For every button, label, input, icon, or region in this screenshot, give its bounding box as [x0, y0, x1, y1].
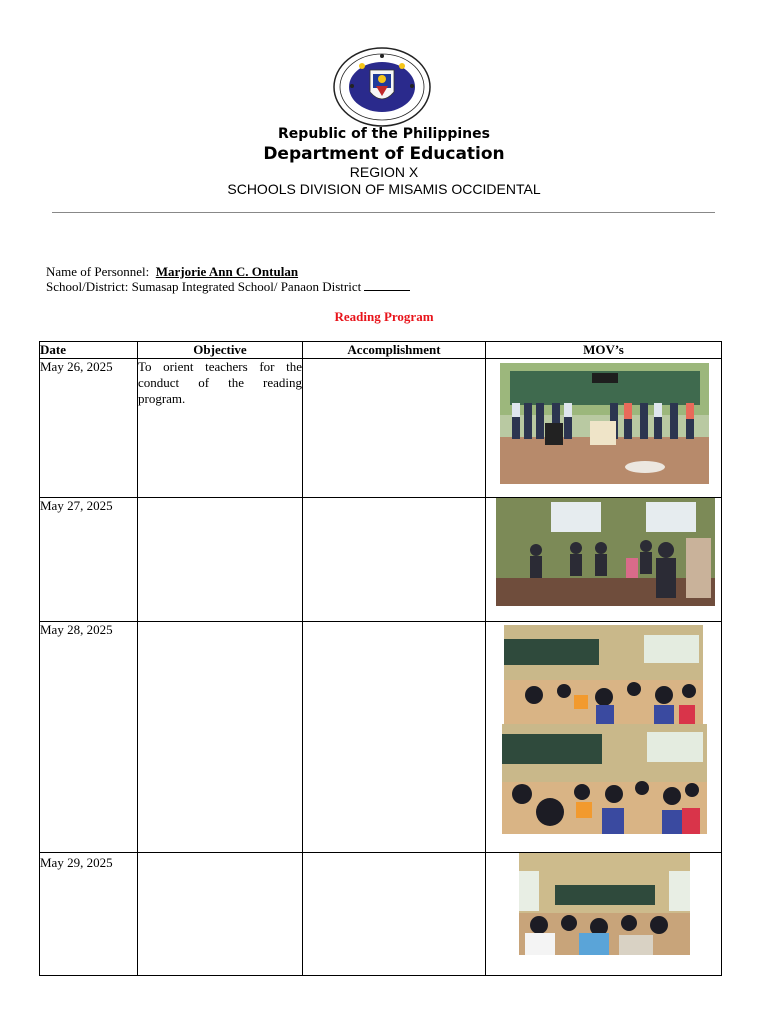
classroom-photo [519, 853, 690, 955]
table-header-row [40, 342, 722, 359]
blank-underline [364, 280, 410, 291]
header-objective: Objective [138, 342, 303, 359]
row-accomplishment [303, 359, 486, 498]
row-mov [486, 622, 722, 853]
row-objective [138, 622, 303, 853]
table-row [40, 359, 722, 498]
table-row [40, 853, 722, 976]
personnel-school-line [46, 279, 410, 295]
row-mov [486, 853, 722, 976]
personnel-school-label: School/District: [46, 279, 129, 294]
header-region: REGION X [349, 164, 419, 180]
deped-seal-icon [332, 46, 432, 128]
row-objective [138, 853, 303, 976]
personnel-name-line [46, 264, 298, 280]
personnel-school-value: Sumasap Integrated School/ Panaon District [131, 279, 362, 294]
header-divider [52, 212, 715, 213]
personnel-name-label: Name of Personnel: [46, 264, 150, 279]
header-division: SCHOOLS DIVISION OF MISAMIS OCCIDENTAL [227, 181, 541, 197]
row-accomplishment [303, 498, 486, 622]
row-objective: To orient teachers for the conduct of the reading program. [138, 359, 303, 498]
group-photo [500, 363, 709, 484]
header-date: Date [40, 342, 138, 359]
row-date: May 27, 2025 [40, 498, 138, 622]
row-mov [486, 359, 722, 498]
row-date: May 29, 2025 [40, 853, 138, 976]
row-objective [138, 498, 303, 622]
row-accomplishment [303, 622, 486, 853]
header-department: Department of Education [263, 144, 505, 164]
row-mov [486, 498, 722, 622]
header-accomplishment: Accomplishment [303, 342, 486, 359]
header-movs: MOV’s [486, 342, 722, 359]
row-date: May 26, 2025 [40, 359, 138, 498]
personnel-name-value: Marjorie Ann C. Ontulan [155, 264, 299, 279]
classroom-photo [502, 724, 707, 834]
table-row [40, 622, 722, 853]
program-title: Reading Program [334, 309, 434, 324]
row-date: May 28, 2025 [40, 622, 138, 853]
header-republic: Republic of the Philippines [278, 126, 490, 142]
meeting-photo [496, 498, 715, 606]
row-accomplishment [303, 853, 486, 976]
table-row [40, 498, 722, 622]
activity-table [39, 341, 722, 976]
classroom-photo [504, 625, 703, 724]
